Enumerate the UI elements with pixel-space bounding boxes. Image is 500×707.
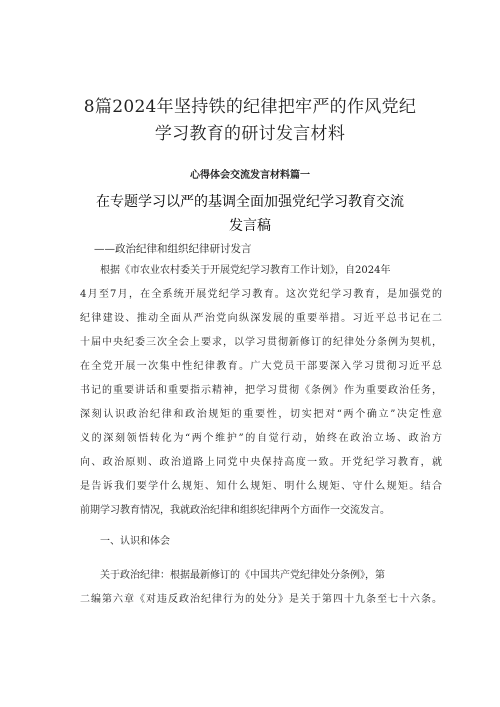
paragraph-1-line: 十届中央纪委三次全会上要求，以学习贯彻新修订的纪律处分条例为契机， xyxy=(80,337,442,348)
article-title-line-2: 发言稿 xyxy=(229,218,271,234)
paragraph-1-line: 书记的重要讲话和重要指示精神，把学习贯彻《条例》作为重要政治任务， xyxy=(80,385,442,396)
paragraph-2-line: 关于政治纪律：根据最新修订的《中国共产党纪律处分条例》，第 xyxy=(100,570,385,581)
paragraph-1-line: 向、政治原则、政治道路上同党中央保持高度一致。开党纪学习教育，就 xyxy=(80,457,442,468)
article-title-line-1: 在专题学习以严的基调全面加强党纪学习教育交流 xyxy=(96,194,404,210)
paragraph-1-line: 根据《市农业农村委关于开展党纪学习教育工作计划》，自2024年 xyxy=(100,265,391,276)
paragraph-1-line: 义的深刻领悟转化为“两个维护”的自觉行动，始终在政治立场、政治方 xyxy=(80,433,442,444)
paragraph-1-line: 深刻认识政治纪律和政治规矩的重要性，切实把对“两个确立”决定性意 xyxy=(80,409,442,420)
document-title-line-1: 8篇2024年坚持铁的纪律把牢严的作风党纪 xyxy=(83,97,417,117)
article-subtitle: ——政治纪律和组织纪律研讨发言 xyxy=(94,243,252,255)
paragraph-1-line: 纪律建设、推动全面从严治党向纵深发展的重要举措。习近平总书记在二 xyxy=(80,313,442,324)
paragraph-1-line: 是告诉我们要学什么规矩、知什么规矩、明什么规矩、守什么规矩。结合 xyxy=(80,481,442,492)
paragraph-1-line: 前期学习教育情况，我就政治纪律和组织纪律两个方面作一交流发言。 xyxy=(80,505,390,516)
section-label: 心得体会交流发言材料篇一 xyxy=(190,170,310,181)
section-heading-1: 一、认识和体会 xyxy=(100,536,170,547)
paragraph-1-line: 4月至7月，在全系统开展党纪学习教育。这次党纪学习教育，是加强党的 xyxy=(80,289,442,300)
paragraph-1-line: 在全党开展一次集中性纪律教育。广大党员干部要深入学习贯彻习近平总 xyxy=(80,361,442,372)
paragraph-2-line: 二编第六章《对违反政治纪律行为的处分》是关于第四十九条至七十六条。 xyxy=(80,594,442,605)
document-title-line-2: 学习教育的研讨发言材料 xyxy=(154,124,346,144)
